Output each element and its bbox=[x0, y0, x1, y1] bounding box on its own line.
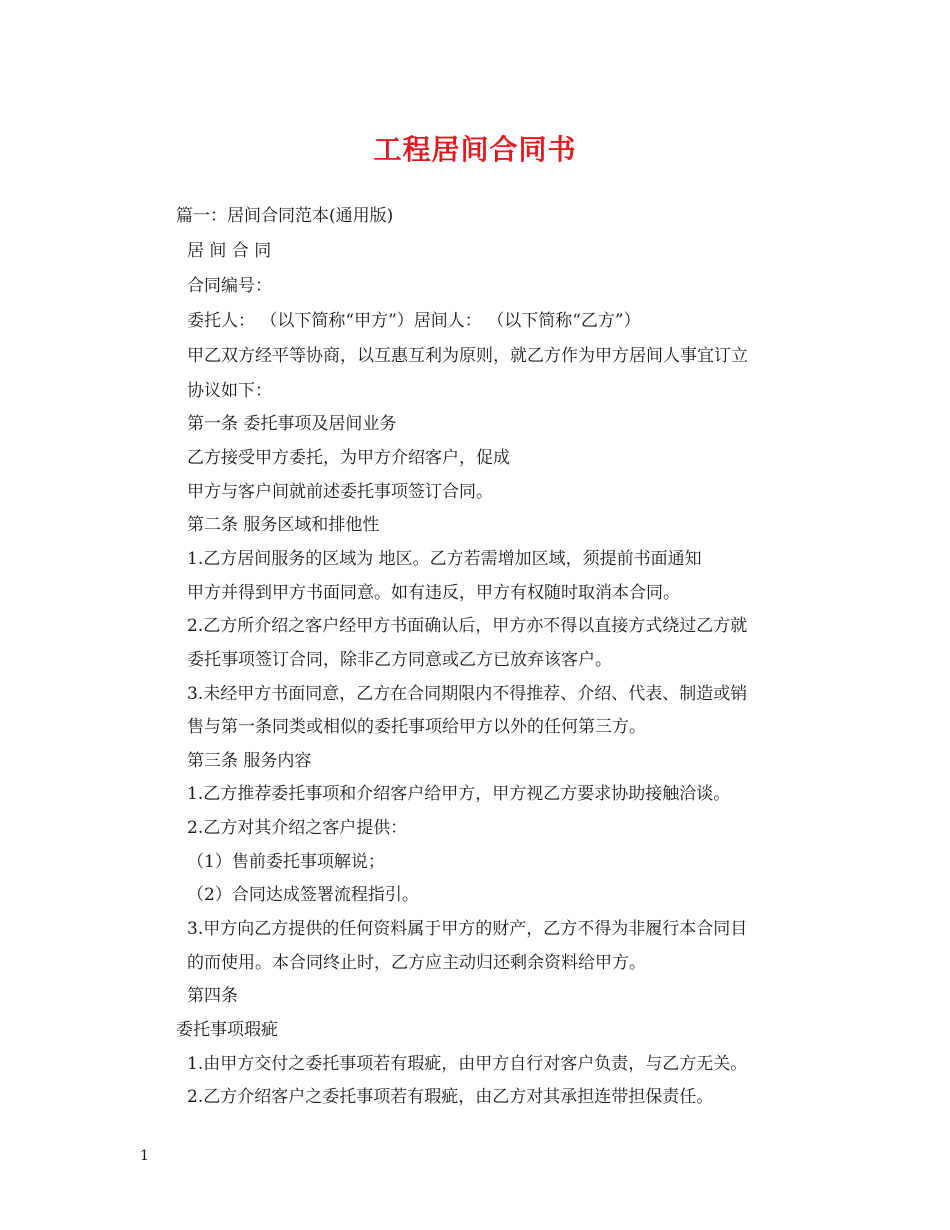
text-line: 协议如下： bbox=[187, 381, 272, 401]
text-line: 乙方接受甲方委托，为甲方介绍客户，促成 bbox=[187, 448, 510, 468]
text-line: 1.乙方居间服务的区域为 地区。乙方若需增加区域，须提前书面通知 bbox=[187, 549, 702, 569]
text-line: 1.乙方推荐委托事项和介绍客户给甲方，甲方视乙方要求协助接触洽谈。 bbox=[187, 784, 731, 804]
text-line: 第三条 服务内容 bbox=[187, 751, 312, 771]
text-line: （1）售前委托事项解说； bbox=[187, 852, 385, 872]
text-line: 委托事项签订合同，除非乙方同意或乙方已放弃该客户。 bbox=[187, 650, 612, 670]
text-line: 1.由甲方交付之委托事项若有瑕疵，由甲方自行对客户负责，与乙方无关。 bbox=[187, 1054, 748, 1074]
text-line: 2.乙方对其介绍之客户提供： bbox=[187, 818, 408, 838]
text-line: 3.未经甲方书面同意，乙方在合同期限内不得推荐、介绍、代表、制造或销 bbox=[187, 684, 748, 704]
text-line: 2.乙方介绍客户之委托事项若有瑕疵，由乙方对其承担连带担保责任。 bbox=[187, 1087, 714, 1107]
text-line: 2.乙方所介绍之客户经甲方书面确认后，甲方亦不得以直接方式绕过乙方就 bbox=[187, 616, 748, 636]
text-line: 合同编号： bbox=[187, 276, 272, 296]
text-line: 甲方并得到甲方书面同意。如有违反，甲方有权随时取消本合同。 bbox=[187, 583, 680, 603]
document-title: 工程居间合同书 bbox=[373, 133, 577, 166]
text-line: 第二条 服务区域和排他性 bbox=[187, 515, 380, 535]
text-line: 甲方与客户间就前述委托事项签订合同。 bbox=[187, 482, 493, 502]
text-line: 第一条 委托事项及居间业务 bbox=[187, 414, 397, 434]
text-line: 售与第一条同类或相似的委托事项给甲方以外的任何第三方。 bbox=[187, 717, 646, 737]
text-line: 甲乙双方经平等协商，以互惠互利为原则，就乙方作为甲方居间人事宜订立 bbox=[187, 346, 748, 366]
text-line: 委托人： （以下简称“甲方”）居间人： （以下简称“乙方”） bbox=[187, 311, 641, 331]
text-line: 委托事项瑕疵 bbox=[176, 1020, 278, 1040]
page-number: 1 bbox=[140, 1148, 149, 1164]
text-line: 篇一：居间合同范本(通用版) bbox=[176, 206, 394, 226]
text-line: 3.甲方向乙方提供的任何资料属于甲方的财产，乙方不得为非履行本合同目 bbox=[187, 919, 748, 939]
text-line: 居 间 合 同 bbox=[187, 241, 272, 261]
text-line: （2）合同达成签署流程指引。 bbox=[187, 885, 419, 905]
text-line: 第四条 bbox=[187, 986, 238, 1006]
text-line: 的而使用。本合同终止时，乙方应主动归还剩余资料给甲方。 bbox=[187, 953, 646, 973]
